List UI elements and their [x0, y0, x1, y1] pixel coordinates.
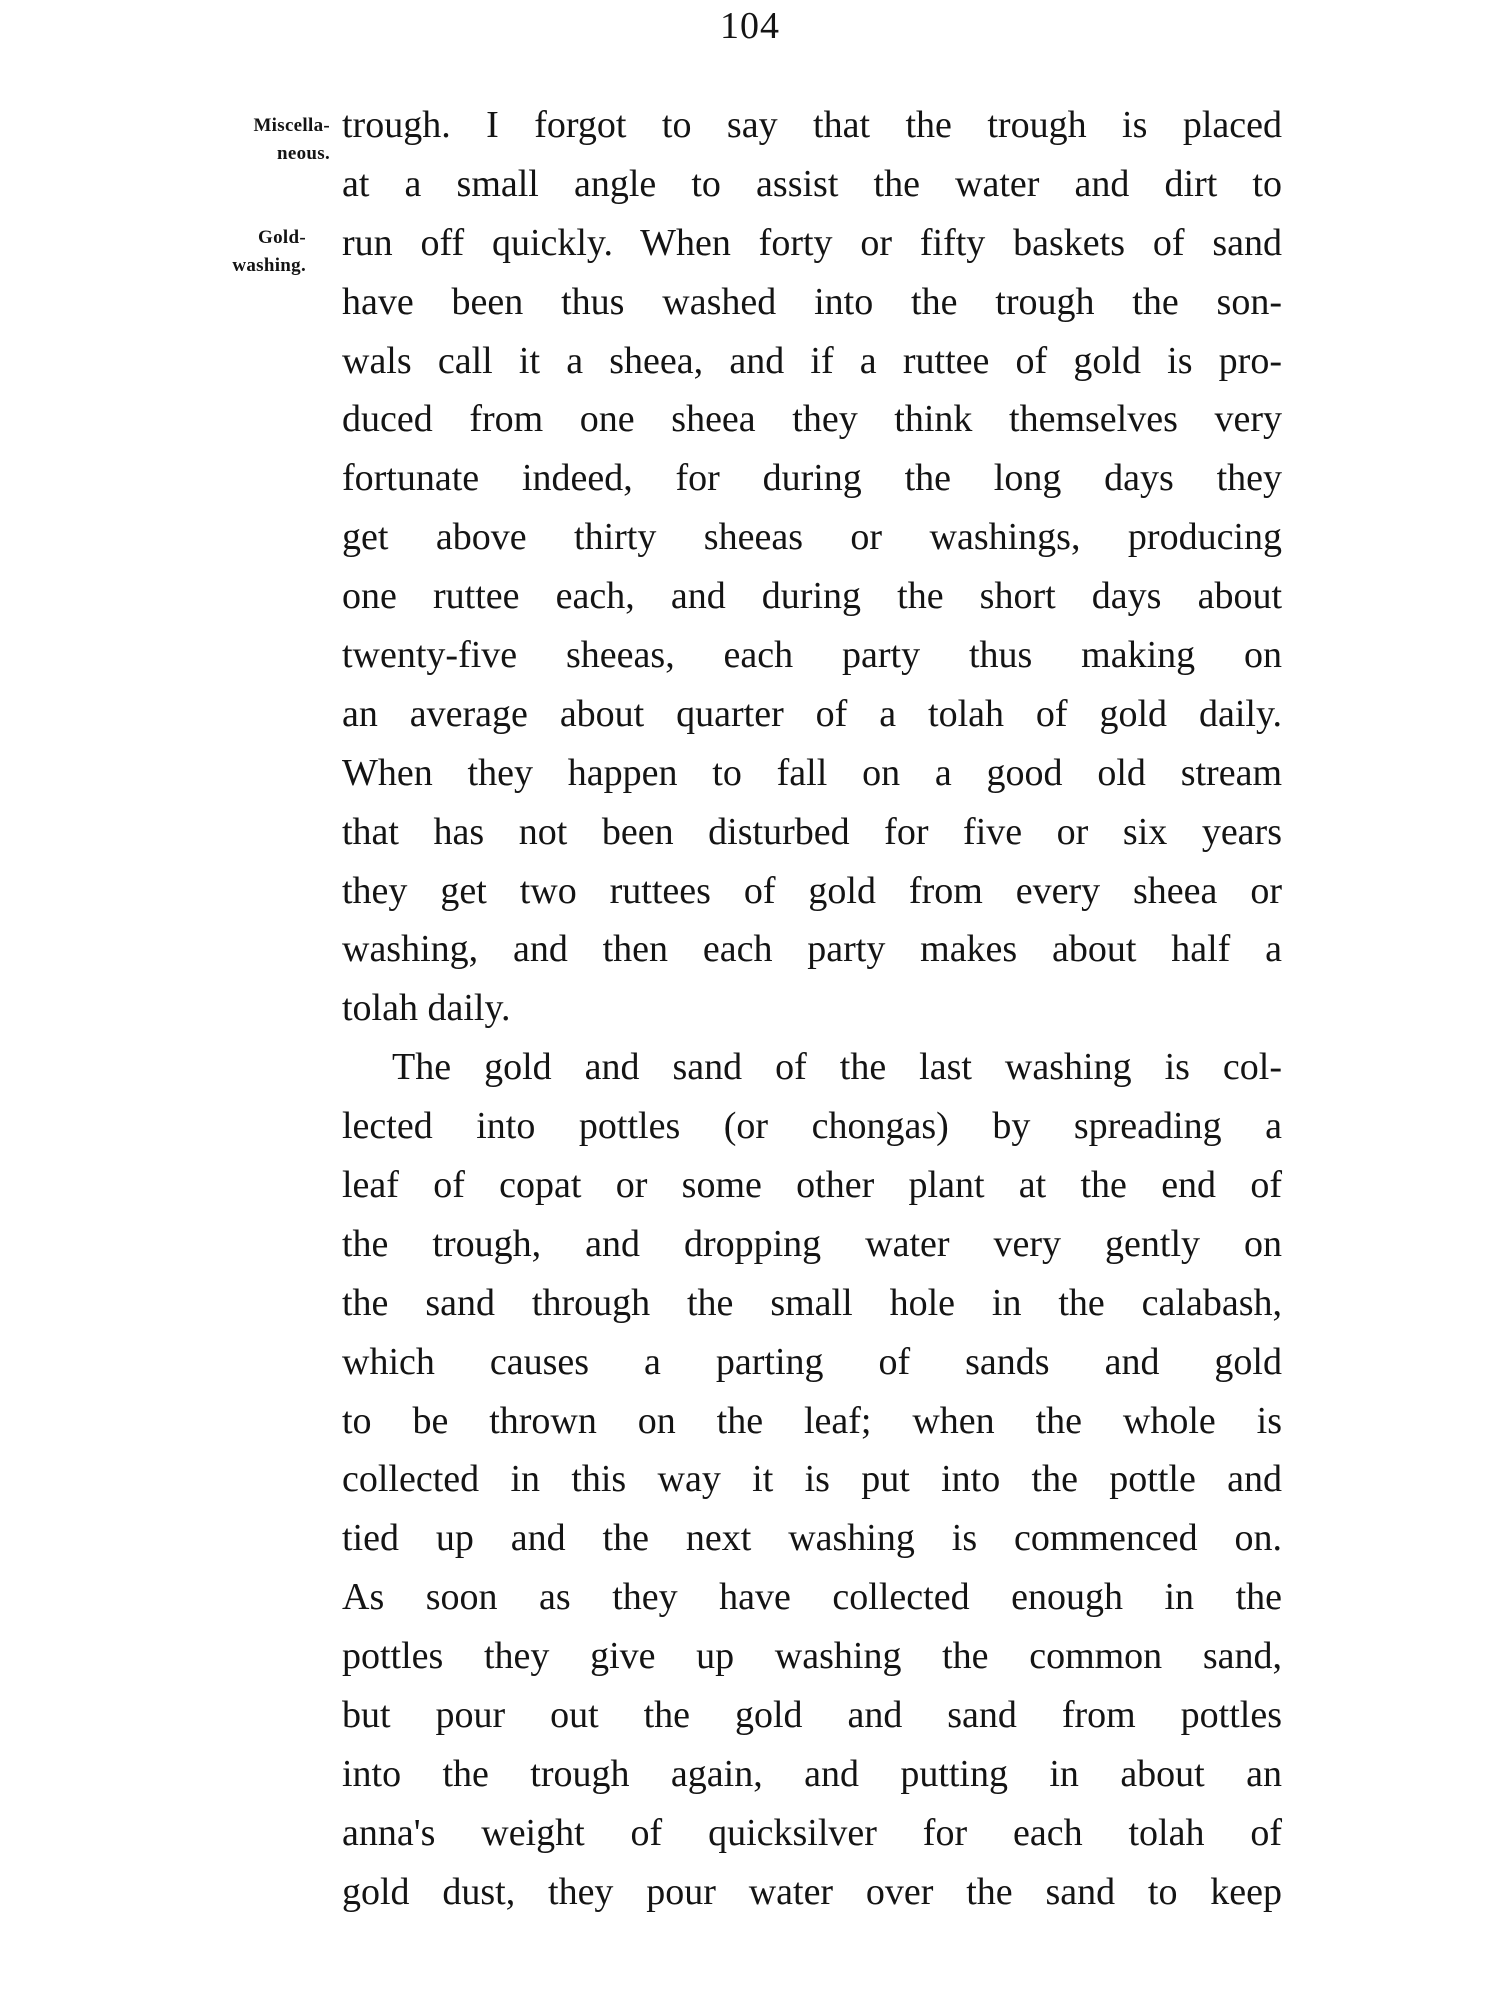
text-line: run off quickly. When forty or fifty baskets of sand: [342, 221, 1282, 264]
margin-note-gold-washing: [180, 224, 306, 280]
text-line: lected into pottles (or chongas) by spreading a: [342, 1105, 1282, 1148]
text-line: pottles they give up washing the common sand,: [342, 1635, 1282, 1678]
text-line: tied up and the next washing is commenced on.: [342, 1517, 1282, 1560]
text-line: which causes a parting of sands and gold: [342, 1340, 1282, 1383]
text-line: The gold and sand of the last washing is col-: [392, 1046, 1282, 1089]
text-line: fortunate indeed, for during the long days they: [342, 457, 1282, 500]
text-line: When they happen to fall on a good old stream: [342, 751, 1282, 794]
margin-note-miscellaneous: [180, 112, 330, 168]
page-number: 104: [720, 5, 780, 47]
text-line: an average about quarter of a tolah of gold daily.: [342, 692, 1282, 735]
margin-note-line: neous.: [276, 143, 330, 164]
margin-note-line: washing.: [232, 255, 306, 276]
text-line: one ruttee each, and during the short days about: [342, 575, 1282, 618]
text-line: to be thrown on the leaf; when the whole is: [342, 1399, 1282, 1442]
text-line: the sand through the small hole in the calabash,: [342, 1281, 1282, 1324]
text-line: collected in this way it is put into the pottle and: [342, 1458, 1282, 1501]
text-line: anna's weight of quicksilver for each tolah of: [342, 1811, 1282, 1854]
margin-note-line: Gold-: [258, 227, 306, 248]
text-line: into the trough again, and putting in about an: [342, 1752, 1282, 1795]
text-line: have been thus washed into the trough the son-: [342, 280, 1282, 323]
paragraph: [342, 96, 1282, 1038]
text-line: wals call it a sheea, and if a ruttee of gold is pro-: [342, 339, 1282, 382]
text-line: at a small angle to assist the water and dirt to: [342, 162, 1282, 205]
text-line: duced from one sheea they think themselves very: [342, 398, 1282, 441]
body-text: [342, 96, 1282, 1922]
text-line: get above thirty sheeas or washings, producing: [342, 516, 1282, 559]
text-line: trough. I forgot to say that the trough is placed: [342, 104, 1282, 146]
text-line: that has not been disturbed for five or six years: [342, 810, 1282, 853]
text-line: tolah daily.: [342, 987, 511, 1030]
text-line: washing, and then each party makes about half a: [342, 928, 1282, 971]
text-line: they get two ruttees of gold from every sheea or: [342, 869, 1282, 912]
text-line: leaf of copat or some other plant at the end of: [342, 1164, 1282, 1207]
text-line: As soon as they have collected enough in the: [342, 1576, 1282, 1619]
paragraph: [342, 1038, 1282, 1921]
text-line: but pour out the gold and sand from pottles: [342, 1694, 1282, 1737]
margin-note-line: Miscella-: [253, 115, 330, 136]
text-line: twenty-five sheeas, each party thus making on: [342, 634, 1282, 677]
text-line: the trough, and dropping water very gently on: [342, 1222, 1282, 1265]
text-line: gold dust, they pour water over the sand to keep: [342, 1870, 1282, 1913]
